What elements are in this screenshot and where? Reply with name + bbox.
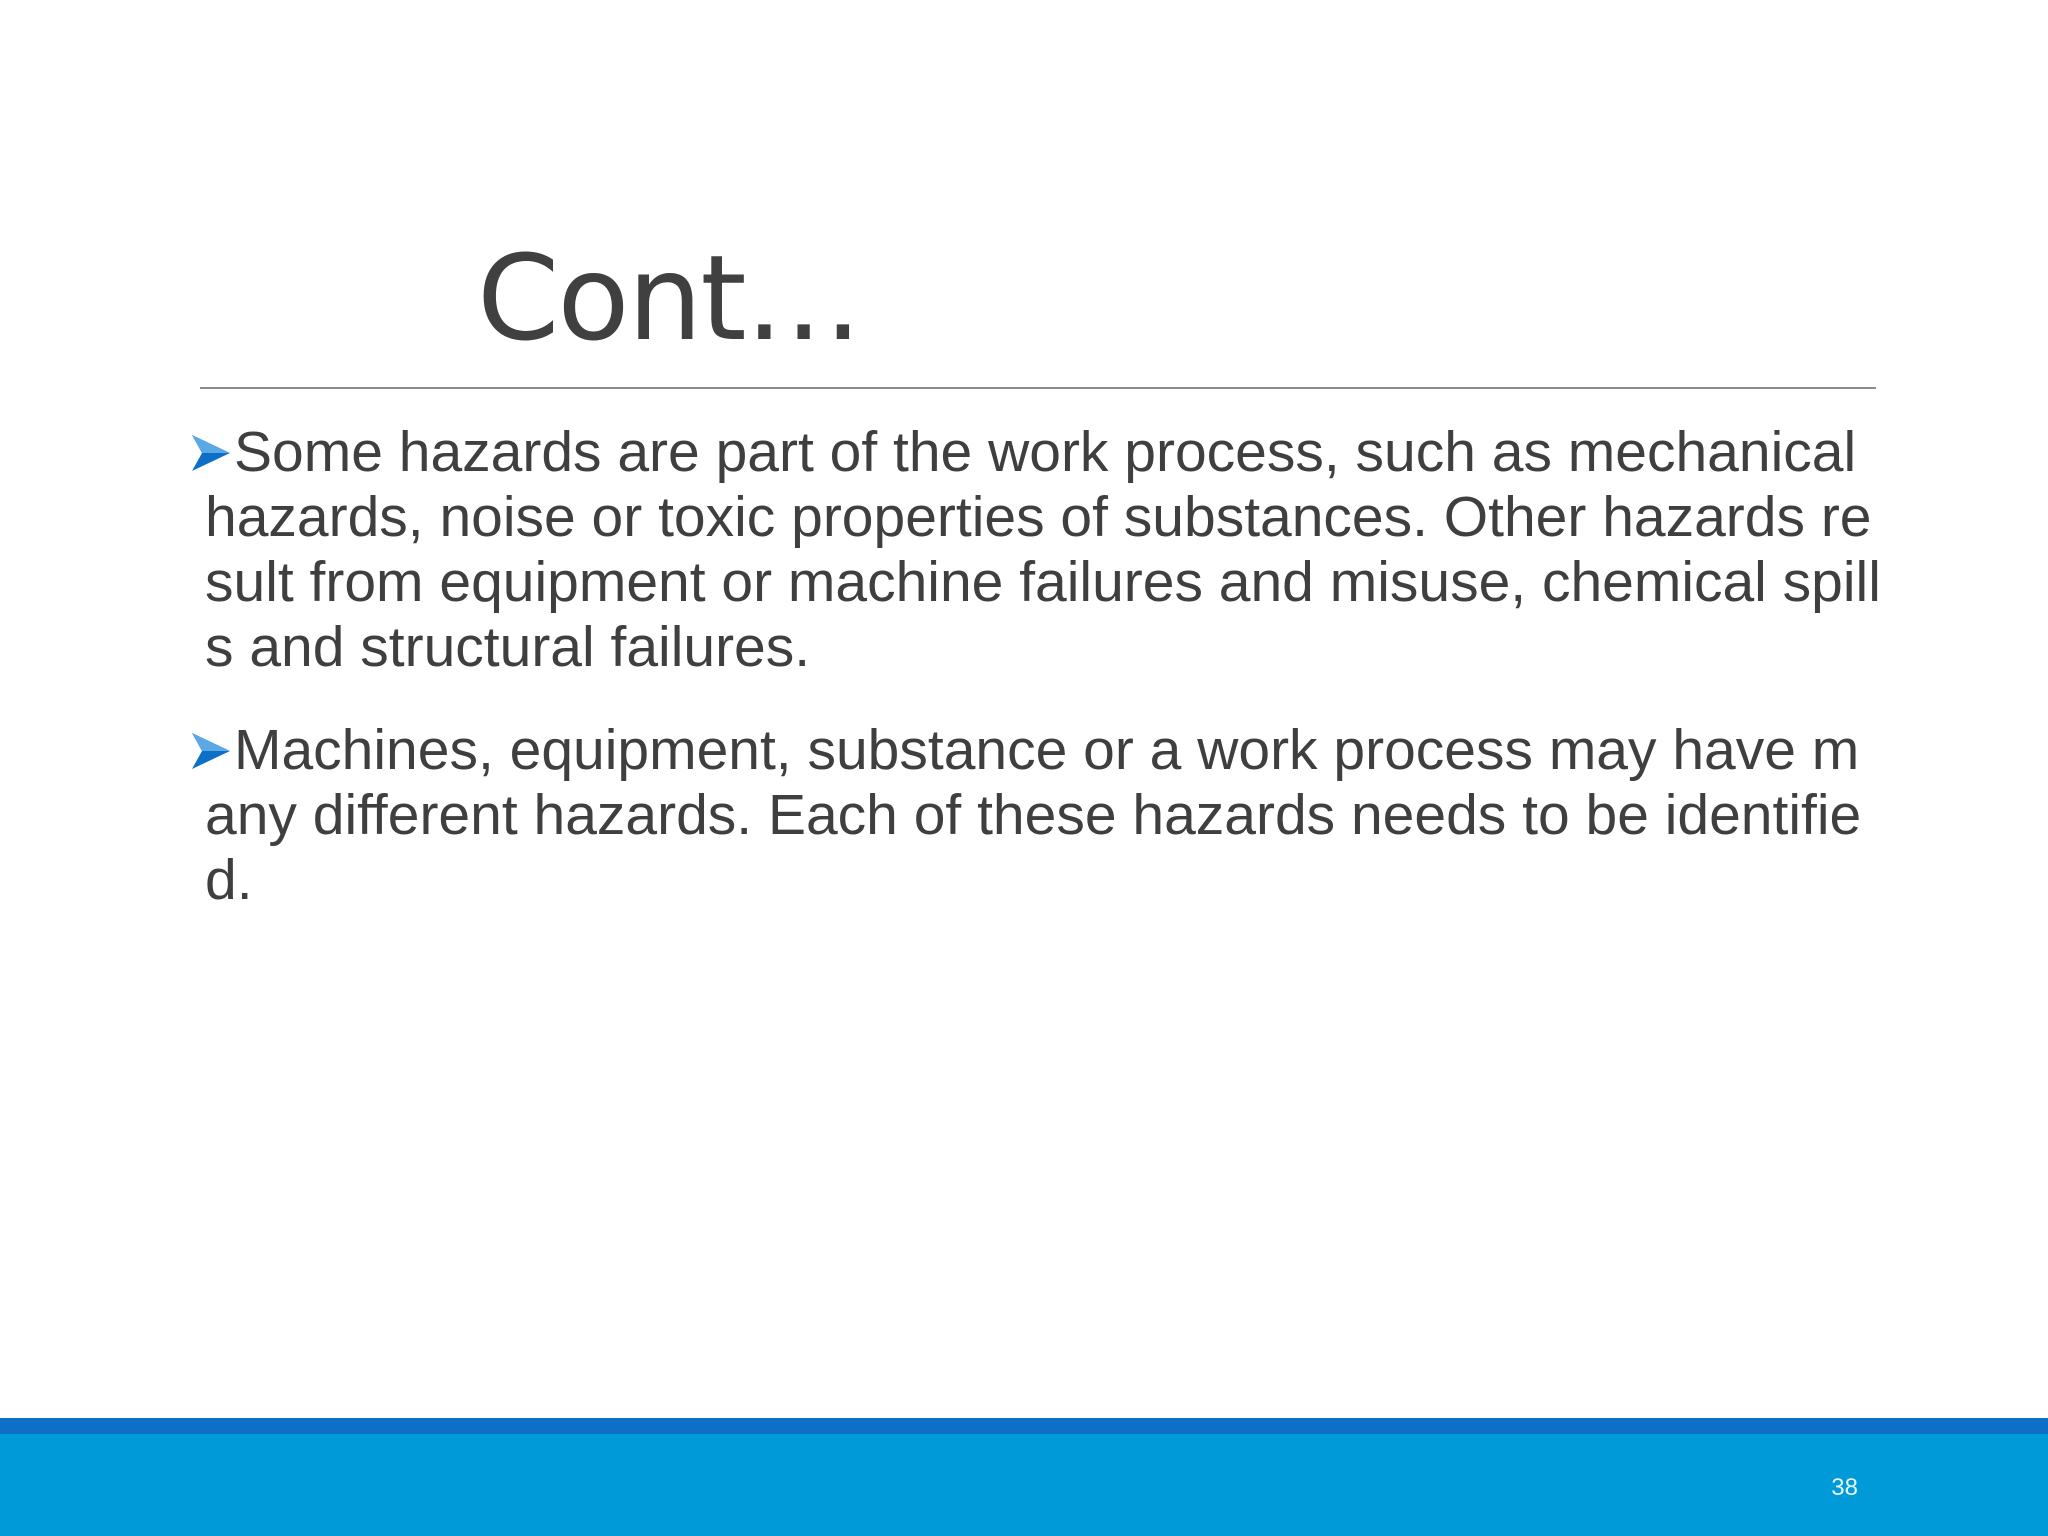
bullet-list xyxy=(188,420,1884,951)
bullet-text: Machines, equipment, substance or a work process may have many different hazards. Each of these hazards needs to be identified. xyxy=(205,718,1862,912)
footer-stripe xyxy=(0,1418,2048,1434)
bullet-item xyxy=(188,420,1884,680)
slide-title: Cont… xyxy=(477,229,861,367)
arrowhead-bullet-icon xyxy=(188,431,234,475)
bullet-text: Some hazards are part of the work process, such as mechanical hazards, noise or toxic properties of substances. Other hazards result from equipment or machine failures and misuse, chemical spills and structural failures. xyxy=(205,420,1881,679)
slide-number: 38 xyxy=(1831,1474,1858,1501)
title-divider xyxy=(200,387,1876,389)
bullet-item xyxy=(188,718,1884,913)
footer-bar xyxy=(0,1434,2048,1536)
arrowhead-bullet-icon xyxy=(188,729,234,773)
